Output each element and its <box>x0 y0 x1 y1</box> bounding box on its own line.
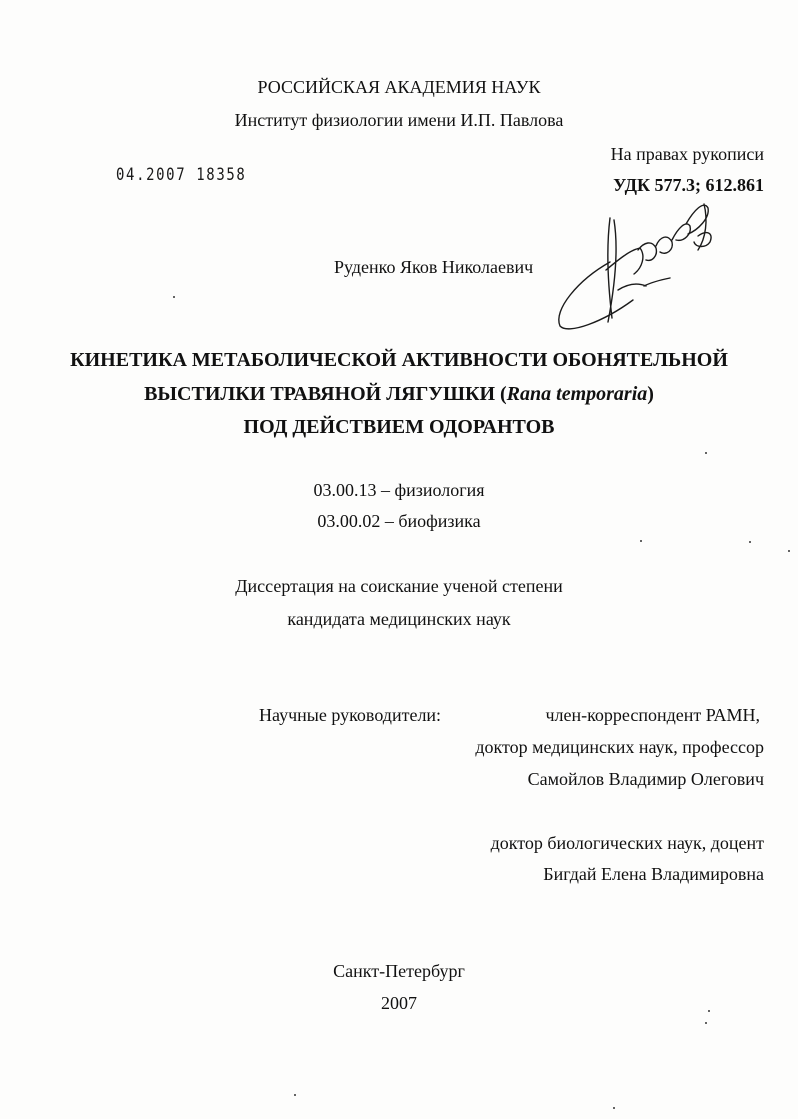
supervisors-label: Научные руководители: <box>259 705 442 725</box>
supervisor-1-rank: член-корреспондент РАМН, <box>545 705 760 725</box>
degree-sought: кандидата медицинских наук <box>287 609 511 629</box>
city: Санкт-Петербург <box>333 961 465 981</box>
scan-speck <box>705 452 707 454</box>
thesis-title-line-1: КИНЕТИКА МЕТАБОЛИЧЕСКОЙ АКТИВНОСТИ ОБОНЯТЕЛЬНОЙ <box>70 349 728 371</box>
supervisor-2-degree: доктор биологических наук, доцент <box>490 833 764 853</box>
dissertation-purpose: Диссертация на соискание ученой степени <box>235 576 563 596</box>
specialty-physiology: 03.00.13 – физиология <box>313 480 485 500</box>
scan-speck <box>788 550 790 552</box>
author-name: Руденко Яков Николаевич <box>334 257 534 277</box>
scan-speck <box>749 541 751 543</box>
scan-speck <box>705 1022 707 1024</box>
udk-code: УДК 577.3; 612.861 <box>613 175 764 195</box>
institute-name: Институт физиологии имени И.П. Павлова <box>234 110 564 130</box>
author-signature <box>548 190 728 335</box>
specialty-biophysics: 03.00.02 – биофизика <box>317 511 481 531</box>
scan-speck <box>613 1107 615 1109</box>
scan-speck <box>640 540 642 542</box>
thesis-title-line-2-start: ВЫСТИЛКИ ТРАВЯНОЙ ЛЯГУШКИ ( <box>144 383 507 405</box>
thesis-title-line-2-end: ) <box>647 383 654 405</box>
registration-stamp: 04.2007 18358 <box>116 165 247 185</box>
thesis-title-line-3: ПОД ДЕЙСТВИЕМ ОДОРАНТОВ <box>243 416 555 438</box>
supervisor-1-name: Самойлов Владимир Олегович <box>527 769 764 789</box>
latin-species-name: Rana temporaria <box>506 383 648 405</box>
thesis-title-line-2 <box>0 384 798 404</box>
scan-speck <box>708 1010 710 1012</box>
supervisor-1-degree: доктор медицинских наук, профессор <box>475 737 764 757</box>
academy-name: РОССИЙСКАЯ АКАДЕМИЯ НАУК <box>257 77 541 97</box>
scan-speck <box>294 1094 296 1096</box>
manuscript-note: На правах рукописи <box>610 144 764 164</box>
year: 2007 <box>381 993 417 1013</box>
supervisor-2-name: Бигдай Елена Владимировна <box>543 864 764 884</box>
scan-speck <box>173 296 175 298</box>
